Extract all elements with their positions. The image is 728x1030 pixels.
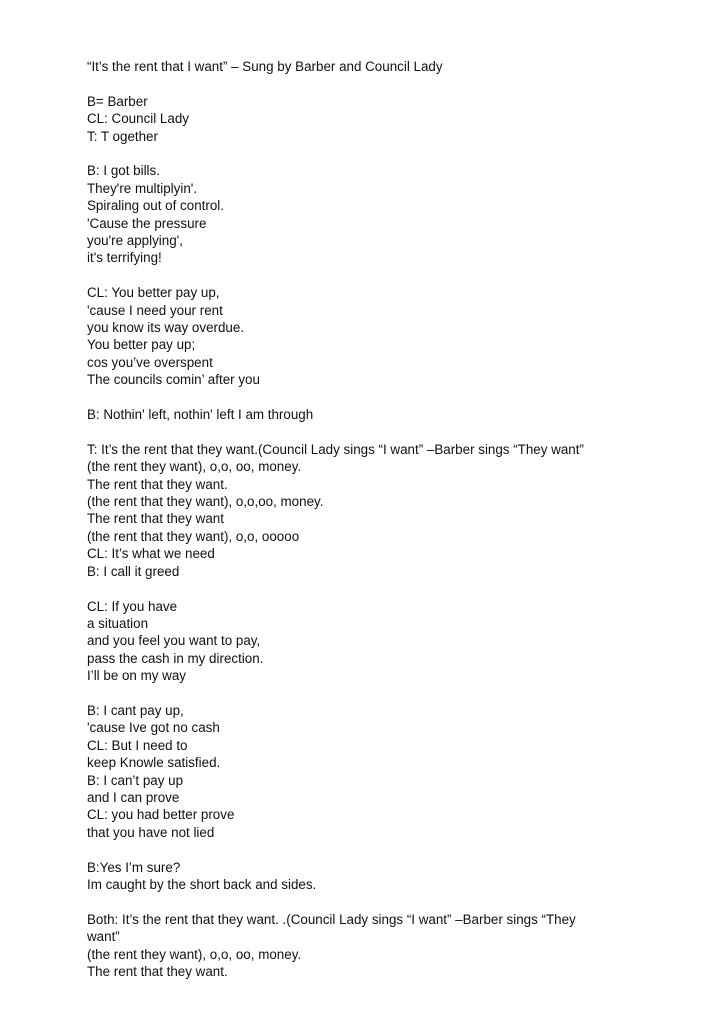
- lyrics-body: [87, 58, 647, 980]
- lyric-line: B: I can’t pay up: [87, 772, 184, 788]
- role-key-barber: B= Barber: [87, 93, 148, 109]
- stanza-gap: [87, 423, 647, 440]
- stanza-4: [87, 441, 647, 580]
- lyric-line: 'Cause the pressure: [87, 215, 207, 231]
- stanza-3: [87, 406, 647, 423]
- lyric-line: I’ll be on my way: [87, 668, 186, 684]
- lyric-line: Both: It’s the rent that they want. .(Council Lady sings “I want” –Barber sings “They: [87, 911, 576, 927]
- lyric-line: and I can prove: [87, 789, 180, 805]
- lyric-line: Spiraling out of control.: [87, 198, 224, 214]
- lyric-line: keep Knowle satisfied.: [87, 755, 221, 771]
- stanza-gap: [87, 267, 647, 284]
- lyric-line: a situation: [87, 615, 149, 631]
- lyric-line: CL: you had better prove: [87, 807, 235, 823]
- lyric-line: B: I call it greed: [87, 563, 180, 579]
- lyric-line: cos you’ve overspent: [87, 354, 213, 370]
- lyric-line: Im caught by the short back and sides.: [87, 876, 317, 892]
- lyric-line: The rent that they want: [87, 511, 224, 527]
- lyric-line: B: Nothin' left, nothin' left I am through: [87, 407, 314, 423]
- lyric-line: The rent that they want.: [87, 476, 228, 492]
- role-key-together: T: T ogether: [87, 128, 158, 144]
- stanza-7: [87, 859, 647, 894]
- stanza-gap: [87, 145, 647, 162]
- stanza-gap: [87, 389, 647, 406]
- lyric-line: you know its way overdue.: [87, 320, 245, 336]
- lyric-line: want”: [87, 929, 120, 945]
- song-title: “It’s the rent that I want” – Sung by Barber and Council Lady: [87, 59, 443, 74]
- lyric-line: B: I cant pay up,: [87, 702, 184, 718]
- lyric-line: (the rent that they want), o,o,oo, money.: [87, 494, 324, 510]
- stanza-2: [87, 284, 647, 388]
- stanza-1: [87, 162, 647, 266]
- lyric-line: 'cause I need your rent: [87, 302, 223, 318]
- lyric-line: that you have not lied: [87, 824, 215, 840]
- lyric-line: T: It’s the rent that they want.(Council Lady sings “I want” –Barber sings “They want”: [87, 441, 584, 457]
- lyric-line: The councils comin’ after you: [87, 372, 260, 388]
- lyric-line: CL: But I need to: [87, 737, 188, 753]
- lyric-line: you're applying',: [87, 233, 183, 249]
- role-key: [87, 93, 647, 145]
- stanza-gap: [87, 685, 647, 702]
- stanza-gap: [87, 893, 647, 910]
- stanza-gap: [87, 841, 647, 858]
- stanza-5: [87, 598, 647, 685]
- lyric-line: CL: If you have: [87, 598, 178, 614]
- lyric-line: CL: You better pay up,: [87, 285, 220, 301]
- lyric-line: (the rent they want), o,o, oo, money.: [87, 459, 302, 475]
- lyric-line: and you feel you want to pay,: [87, 633, 261, 649]
- lyric-line: (the rent they want), o,o, oo, money.: [87, 946, 302, 962]
- stanza-8: [87, 911, 647, 981]
- lyric-line: You better pay up;: [87, 337, 196, 353]
- lyric-line: B:Yes I’m sure?: [87, 859, 181, 875]
- lyric-line: (the rent that they want), o,o, ooooo: [87, 528, 300, 544]
- lyric-line: CL: It’s what we need: [87, 546, 215, 562]
- lyric-line: 'cause Ive got no cash: [87, 720, 220, 736]
- lyric-line: it's terrifying!: [87, 250, 162, 266]
- stanza-gap: [87, 580, 647, 597]
- role-key-council-lady: CL: Council Lady: [87, 111, 189, 127]
- lyric-line: They're multiplyin'.: [87, 180, 198, 196]
- lyric-line: pass the cash in my direction.: [87, 650, 264, 666]
- lyric-line: B: I got bills.: [87, 163, 160, 179]
- lyric-line: The rent that they want.: [87, 963, 228, 979]
- stanza-6: [87, 702, 647, 841]
